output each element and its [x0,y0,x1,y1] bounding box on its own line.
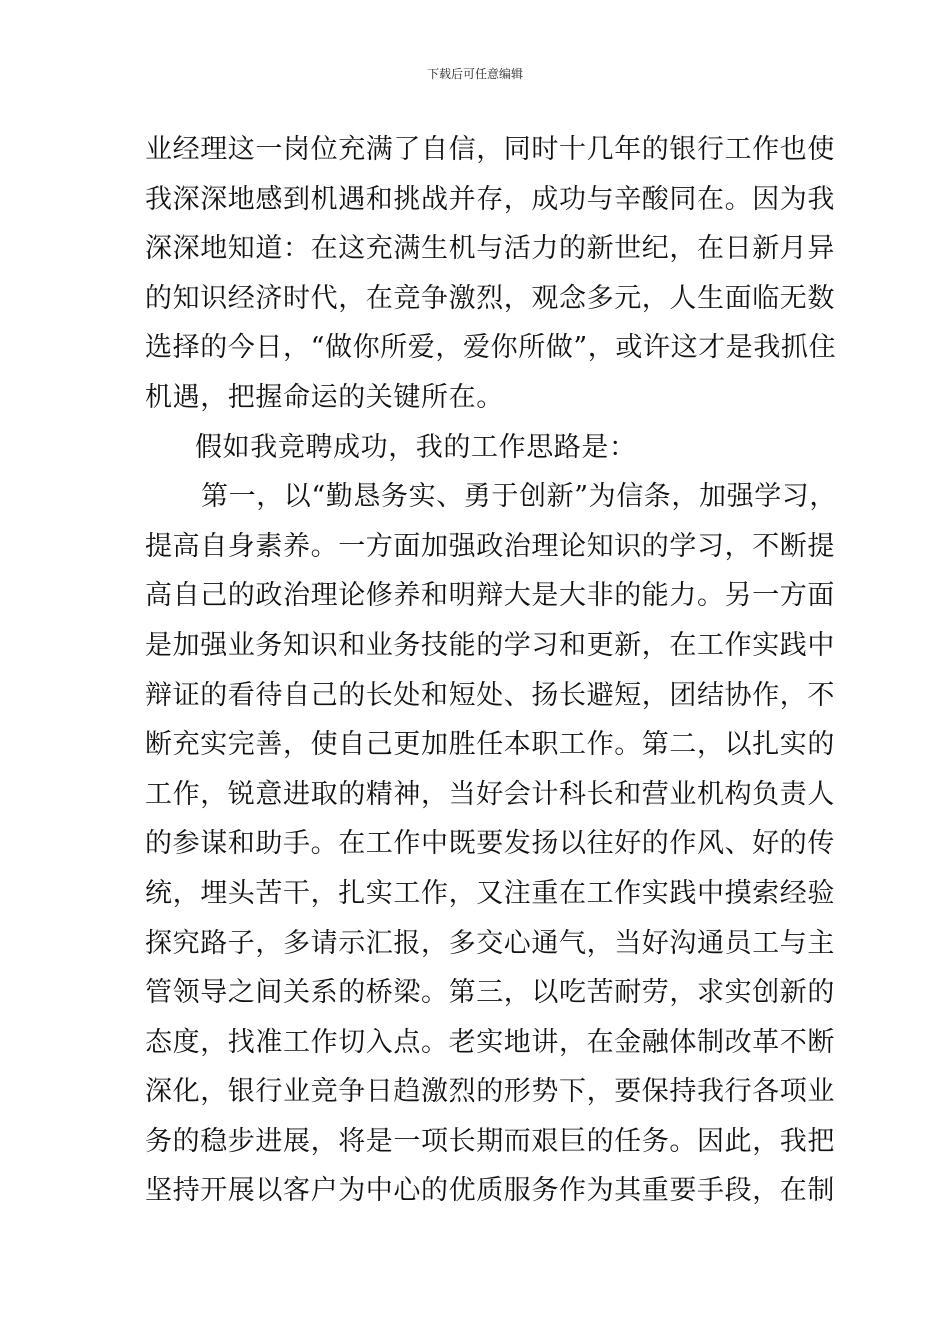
text-line: 选择的今日，“做你所爱，爱你所做”，或许这才是我抓住 [145,332,837,364]
text-line: 工作，锐意进取的精神，当好会计科长和营业机构负责人 [145,778,835,810]
paragraph-first-line: 第一，以“勤恳务实、勇于创新”为信条，加强学习， [201,481,838,513]
text-line: 探究路子，多请示汇报，多交心通气，当好沟通员工与主 [145,927,835,959]
page-header-note: 下载后可任意编辑 [426,67,523,81]
text-line: 管领导之间关系的桥梁。第三，以吃苦耐劳，求实创新的 [145,977,835,1009]
text-line: 态度，找准工作切入点。老实地讲，在金融体制改革不断 [145,1026,835,1058]
text-line: 的参谋和助手。在工作中既要发扬以往好的作风、好的传 [145,828,835,860]
text-line: 深化，银行业竞争日趋激烈的形势下，要保持我行各项业 [145,1076,835,1108]
text-line: 的知识经济时代，在竞争激烈，观念多元，人生面临无数 [145,282,835,314]
text-line: 我深深地感到机遇和挑战并存，成功与辛酸同在。因为我 [145,183,835,215]
text-line: 提高自身素养。一方面加强政治理论知识的学习，不断提 [145,530,835,562]
text-line: 是加强业务知识和业务技能的学习和更新，在工作实践中 [145,629,835,661]
text-line: 深深地知道：在这充满生机与活力的新世纪，在日新月异 [145,233,835,265]
paragraph-first-line: 假如我竞聘成功，我的工作思路是： [195,431,637,463]
text-line: 坚持开展以客户为中心的优质服务作为其重要手段，在制 [145,1175,835,1207]
text-line: 辩证的看待自己的长处和短处、扬长避短，团结协作，不 [145,679,835,711]
text-line: 机遇，把握命运的关键所在。 [145,381,504,413]
text-line: 统，埋头苦干，扎实工作，又注重在工作实践中摸索经验 [145,877,835,909]
text-line: 高自己的政治理论修养和明辩大是大非的能力。另一方面 [145,580,835,612]
document-body [145,125,845,1216]
text-line: 业经理这一岗位充满了自信，同时十几年的银行工作也使 [145,134,835,165]
text-line: 断充实完善，使自己更加胜任本职工作。第二，以扎实的 [145,729,835,761]
text-line: 务的稳步进展，将是一项长期而艰巨的任务。因此，我把 [145,1125,835,1157]
